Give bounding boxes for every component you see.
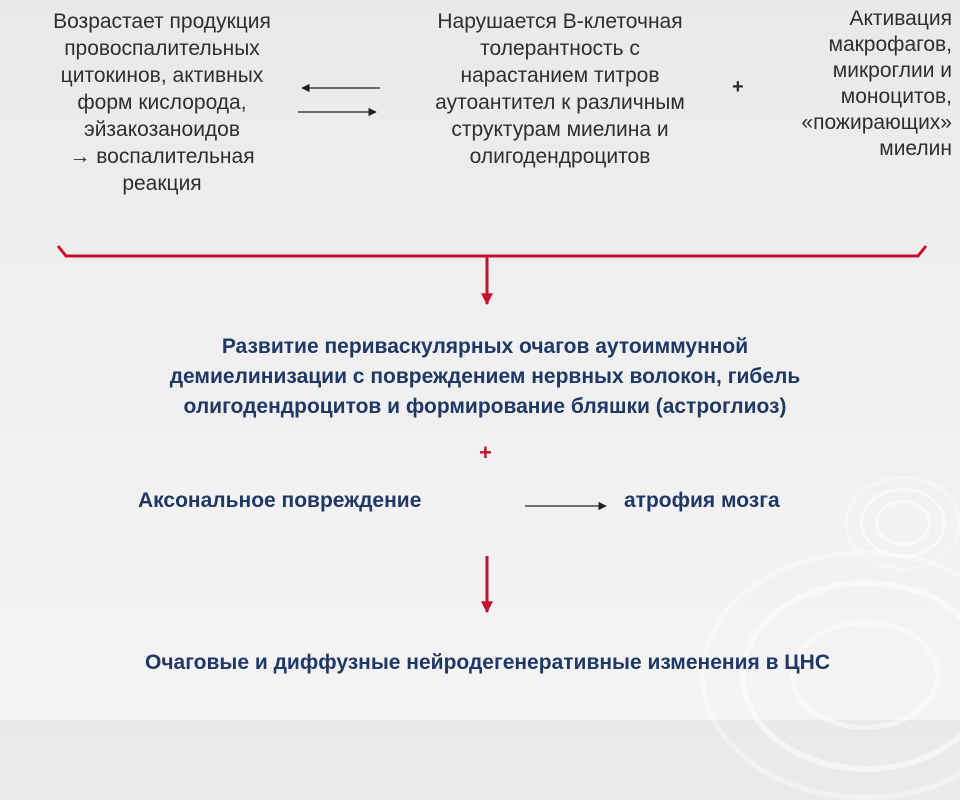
text-line: реакция — [122, 172, 202, 195]
text-line: «пожирающих» — [801, 111, 952, 134]
cns-changes-text: Очаговые и диффузные нейродегенеративные изменения в ЦНС — [145, 651, 830, 674]
plus-sign-middle: + — [479, 440, 492, 465]
text-line: форм кислорода, — [77, 91, 247, 114]
text-line: моноцитов, — [840, 85, 952, 108]
brain-atrophy-text: атрофия мозга — [624, 489, 780, 512]
text-line: нарастанием титров — [460, 64, 660, 87]
text-line: Возрастает продукция — [53, 10, 271, 33]
text-line: демиелинизации с повреждением нервных волокон, гибель — [169, 365, 801, 388]
text-line: цитокинов, активных — [60, 64, 264, 87]
text-line: олигодендроцитов — [469, 145, 651, 168]
text-line: структурам миелина и — [451, 118, 669, 141]
text-line: Развитие периваскулярных очагов аутоиммунной — [221, 335, 749, 358]
text-line: провоспалительных — [64, 37, 260, 60]
text-line: Активация — [849, 7, 952, 30]
plus-sign-top: + — [732, 76, 744, 98]
text-line: миелин — [879, 137, 952, 160]
text-line: аутоантител к различным — [435, 91, 685, 114]
text-line: олигодендроцитов и формирование бляшки (астроглиоз) — [183, 395, 787, 418]
text-line: → воспалительная — [69, 145, 255, 168]
text-line: микроглии и — [832, 59, 952, 82]
axonal-damage-text: Аксональное повреждение — [138, 489, 422, 512]
red-bracket — [58, 246, 926, 256]
text-line: Нарушается В-клеточная — [437, 10, 683, 33]
text-line: макрофагов, — [828, 33, 952, 56]
plaque-formation-text — [60, 332, 910, 422]
text-line: толерантность с — [480, 37, 640, 60]
text-line: эйзакозаноидов — [83, 118, 241, 141]
